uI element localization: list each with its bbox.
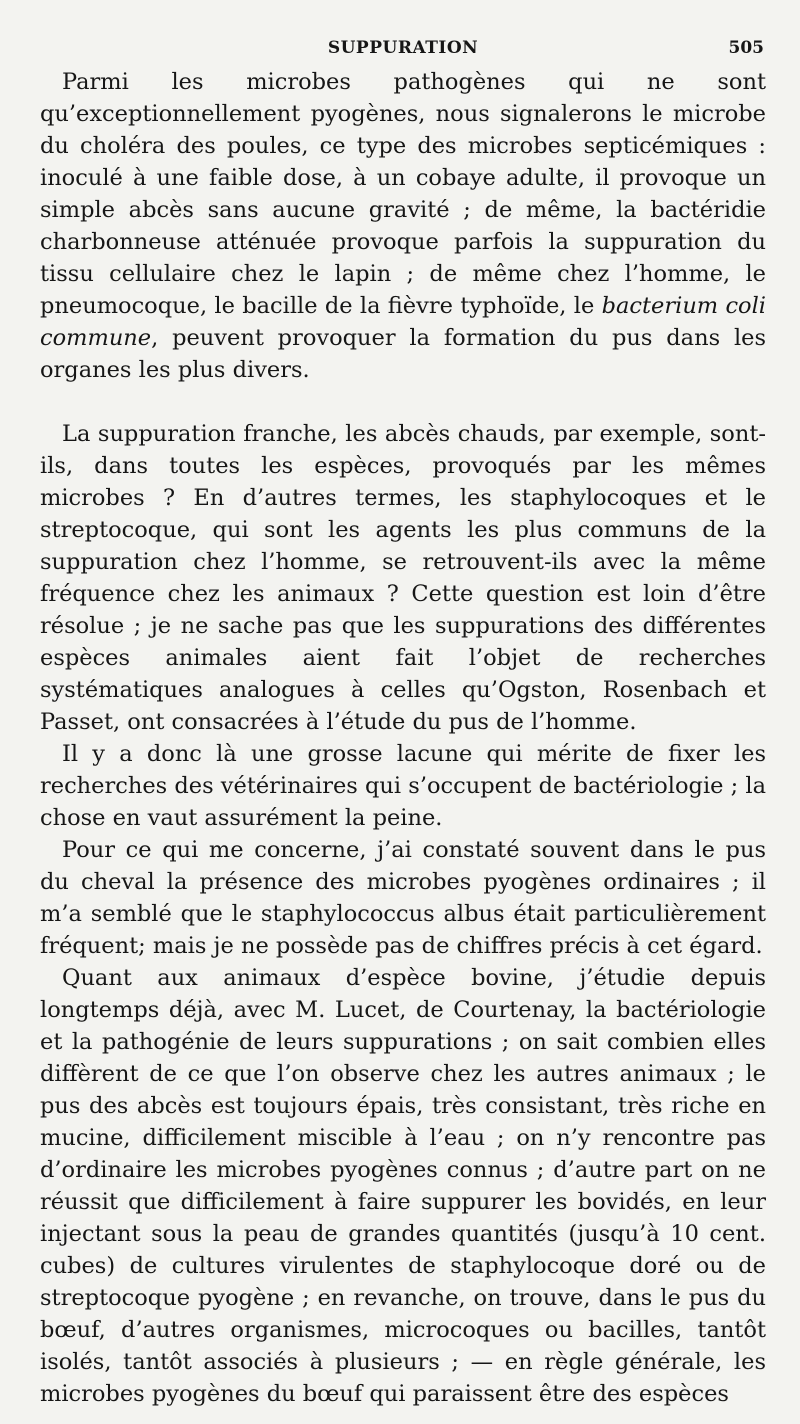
- running-header: [40, 30, 766, 66]
- paragraph-research-gap: Il y a donc là une grosse lacune qui mérite de fixer les recherches des vétérinaires qui s’occupent de bactériologie ; la chose en vaut assurément la peine.: [40, 741, 766, 831]
- paragraph-text: Parmi les microbes pathogènes qui ne sont qu’exceptionnellement pyogènes, nous signalerons le microbe du choléra des poules, ce type des microbes septicémiques : inoculé à une faible dose, à un cobaye adulte, il provoque un simple abcès sans aucune gravité ; de même, la bactéridie charbonneuse atténuée provoque parfois la suppuration du tissu cellulaire chez le lapin ; de même chez l’homme, le pneumocoque, le bacille de la fièvre typhoïde, le: [40, 69, 766, 319]
- paragraph-pathogenic-microbes: [40, 66, 766, 386]
- page-number: 505: [728, 38, 764, 58]
- paragraph-horse-pus: Pour ce qui me concerne, j’ai constaté souvent dans le pus du cheval la présence des microbes pyogènes ordinaires ; il m’a semblé que le staphylococcus albus était particulièrement fréquent; mais je ne possède pas de chiffres précis à cet égard.: [40, 837, 766, 959]
- paragraph-bovine-suppuration: Quant aux animaux d’espèce bovine, j’étudie depuis longtemps déjà, avec M. Lucet, de Courtenay, la bactériologie et la pathogénie de leurs suppurations ; on sait combien elles diffèrent de ce que l’on observe chez les autres animaux ; le pus des abcès est toujours épais, très consistant, très riche en mucine, difficilement miscible à l’eau ; on n’y rencontre pas d’ordinaire les microbes pyogènes connus ; d’autre part on ne réussit que difficilement à faire suppurer les bovidés, en leur injectant sous la peau de grandes quantités (jusqu’à 10 cent. cubes) de cultures virulentes de staphylocoque doré ou de streptocoque pyogène ; en revanche, on trouve, dans le pus du bœuf, d’autres organismes, microcoques ou bacilles, tantôt isolés, tantôt associés à plusieurs ; — en règle générale, les microbes pyogènes du bœuf qui paraissent être des espèces: [40, 965, 766, 1407]
- paragraph-text-continued: , peuvent provoquer la formation du pus dans les organes les plus divers.: [40, 325, 766, 383]
- paragraph-frank-suppuration: La suppuration franche, les abcès chauds, par exemple, sont-ils, dans toutes les espèces, provoqués par les mêmes microbes ? En d’autres termes, les staphylocoques et le streptocoque, qui sont les agents les plus communs de la suppuration chez l’homme, se retrouvent-ils avec la même fréquence chez les animaux ? Cette question est loin d’être résolue ; je ne sache pas que les suppurations des différentes espèces animales aient fait l’objet de recherches systématiques analogues à celles qu’Ogston, Rosenbach et Passet, ont consacrées à l’étude du pus de l’homme.: [40, 421, 766, 735]
- italic-species-name: bacterium coli commune: [40, 293, 766, 351]
- body-text: [40, 66, 766, 1410]
- running-title: SUPPURATION: [327, 38, 479, 58]
